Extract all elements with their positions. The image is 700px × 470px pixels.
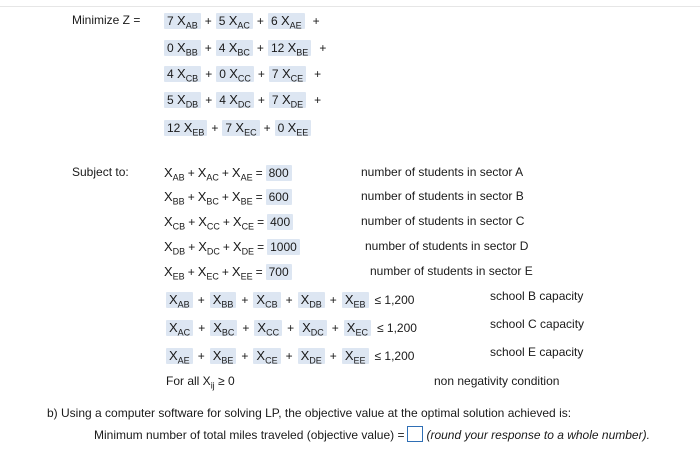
coefficient: 6	[270, 14, 281, 28]
variable-x: $X_{BB}$	[164, 189, 185, 207]
capacity-variable	[298, 348, 325, 364]
variable-subscript: CB	[185, 73, 199, 84]
variable-subscript: DC	[206, 246, 220, 257]
objective-coefficient-term	[216, 66, 254, 82]
part-b-prompt: Minimum number of total miles traveled (objective value) =	[94, 428, 405, 442]
objective-row	[164, 40, 326, 58]
capacity-variable	[166, 292, 193, 308]
nonneg-constraint	[166, 374, 235, 390]
equals-operator: =	[257, 240, 265, 254]
capacity-variable	[210, 292, 237, 308]
variable-x: $X_{EB}$	[344, 292, 366, 310]
plus-operator: +	[221, 166, 229, 180]
plus-operator: +	[287, 321, 295, 335]
equals-operator: =	[257, 215, 265, 229]
capacity-variable	[254, 320, 282, 336]
variable-subscript: EB	[192, 127, 205, 138]
capacity-variable	[253, 348, 280, 364]
coefficient: 7	[271, 67, 282, 81]
capacity-constraint-row	[166, 292, 414, 310]
variable-subscript: DB	[172, 246, 186, 257]
variable-x: $X_{AB}$	[169, 292, 190, 310]
coefficient: 12	[167, 121, 184, 135]
variable-subscript: EE	[296, 127, 309, 138]
variable-subscript: BE	[296, 47, 309, 58]
coefficient: 0	[219, 67, 230, 81]
capacity-variable	[210, 320, 237, 336]
plus-operator: +	[221, 265, 229, 279]
variable-subscript: AB	[177, 299, 190, 310]
variable-x: $X_{DB}$	[300, 292, 322, 310]
variable-subscript: EE	[353, 355, 366, 366]
leq-operator: ≤ 1,200	[374, 349, 415, 363]
variable-subscript: CC	[237, 73, 251, 84]
objective-row	[164, 13, 320, 31]
variable-subscript: AC	[177, 327, 191, 338]
variable-x: $X_{BC}$	[228, 40, 250, 58]
variable-subscript: DB	[185, 99, 199, 110]
nonneg-desc: non negativity condition	[434, 374, 560, 388]
plus-operator: +	[204, 41, 212, 55]
constraint-description: number of students in sector E	[370, 264, 533, 278]
variable-x: $X_{AC}$	[228, 13, 250, 31]
objective-coefficient-term	[269, 92, 306, 108]
part-b-hint: (round your response to a whole number).	[426, 428, 650, 442]
rhs-value: 1000	[267, 239, 300, 255]
variable-subscript: BC	[237, 47, 250, 58]
variable-subscript: BE	[221, 355, 234, 366]
variable-subscript: BB	[221, 299, 234, 310]
plus-operator: +	[197, 293, 205, 307]
variable-x: $X_{CB}$	[164, 214, 186, 232]
plus-operator: +	[222, 215, 230, 229]
plus-operator: +	[314, 67, 322, 81]
variable-subscript: EB	[172, 271, 185, 282]
variable-x: $X_{CE}$	[232, 214, 255, 232]
minimize-label: Minimize Z =	[72, 13, 141, 27]
plus-operator: +	[197, 349, 205, 363]
variable-subscript: EC	[206, 271, 219, 282]
plus-operator: +	[314, 93, 322, 107]
part-b-answer-line	[94, 426, 650, 442]
variable-subscript: AC	[206, 172, 219, 183]
plus-operator: +	[329, 349, 337, 363]
plus-operator: +	[205, 93, 213, 107]
plus-operator: +	[256, 41, 264, 55]
objective-coefficient-term	[222, 120, 259, 136]
rhs-value: 800	[266, 165, 292, 181]
plus-operator: +	[241, 349, 249, 363]
variable-x: $X_{EC}$	[197, 264, 219, 282]
coefficient: 7	[271, 93, 282, 107]
objective-coefficient-term	[269, 66, 306, 82]
variable-subscript: BB	[185, 47, 198, 58]
plus-operator: +	[329, 293, 337, 307]
plus-operator: +	[257, 67, 265, 81]
variable-x: $X_{AB}$	[177, 13, 198, 31]
variable-subscript: EC	[355, 327, 368, 338]
plus-operator: +	[241, 293, 249, 307]
variable-subscript: AE	[240, 172, 253, 183]
coefficient: 5	[218, 14, 229, 28]
variable-x: $X_{DE}$	[232, 239, 255, 257]
variable-x: $X_{EC}$	[235, 120, 257, 138]
objective-row	[164, 120, 311, 138]
variable-x: $X_{CE}$	[256, 348, 278, 366]
variable-subscript: AC	[237, 20, 250, 31]
variable-x: $X_{DC}$	[302, 320, 324, 338]
plus-operator: +	[319, 41, 327, 55]
variable-subscript: EB	[353, 299, 366, 310]
variable-subscript: AE	[289, 20, 302, 31]
variable-x: $X_{EE}$	[344, 348, 366, 366]
nonneg-suffix: ≥ 0	[218, 374, 235, 388]
variable-x: $X_{EB}$	[183, 120, 205, 138]
plus-operator: +	[187, 190, 195, 204]
variable-x: $X_{CC}$	[257, 320, 280, 338]
capacity-description: school E capacity	[490, 345, 584, 359]
capacity-variable	[299, 320, 327, 336]
plus-operator: +	[198, 321, 206, 335]
objective-coefficient-term	[216, 13, 253, 29]
variable-x: $X_{BC}$	[213, 320, 235, 338]
variable-subscript: AB	[185, 20, 198, 31]
variable-x: $X_{AB}$	[164, 165, 185, 183]
variable-subscript: CE	[290, 73, 304, 84]
variable-x: $X_{AC}$	[197, 165, 219, 183]
nonneg-sub: ij	[210, 380, 215, 391]
variable-x: $X_{AE}$	[169, 348, 190, 366]
variable-x: $X_{EE}$	[287, 120, 309, 138]
equals-operator: =	[255, 166, 263, 180]
variable-x: $X_{BE}$	[287, 40, 309, 58]
objective-coefficient-term	[164, 120, 207, 136]
capacity-variable	[344, 320, 371, 336]
objective-coefficient-term	[275, 120, 312, 136]
variable-subscript: EE	[240, 271, 253, 282]
objective-coefficient-term	[268, 13, 305, 29]
variable-x: $X_{EE}$	[231, 264, 253, 282]
coefficient: 4	[218, 41, 229, 55]
capacity-description: school C capacity	[490, 317, 585, 331]
variable-subscript: DE	[241, 246, 255, 257]
plus-operator: +	[188, 240, 196, 254]
variable-x: $X_{BB}$	[177, 40, 198, 58]
coefficient: 7	[225, 121, 236, 135]
plus-operator: +	[205, 67, 213, 81]
objective-coefficient-term	[216, 92, 254, 108]
capacity-constraint-row	[166, 348, 414, 366]
supply-constraint-row	[164, 239, 300, 257]
variable-subscript: DE	[309, 355, 322, 366]
variable-subscript: BB	[172, 196, 185, 207]
objective-coefficient-term	[164, 40, 201, 56]
rhs-value: 700	[266, 264, 292, 280]
variable-subscript: CB	[265, 299, 278, 310]
plus-operator: +	[256, 14, 264, 28]
plus-operator: +	[242, 321, 250, 335]
variable-x: $X_{AC}$	[169, 320, 191, 338]
variable-x: $X_{DC}$	[198, 239, 220, 257]
variable-x: $X_{DB}$	[177, 92, 199, 110]
variable-subscript: EC	[244, 127, 257, 138]
plus-operator: +	[285, 349, 293, 363]
coefficient: 7	[167, 14, 178, 28]
variable-subscript: DC	[237, 99, 251, 110]
objective-value-input[interactable]	[407, 426, 423, 442]
variable-x: $X_{BE}$	[212, 348, 234, 366]
coefficient: 4	[167, 67, 178, 81]
variable-x: $X_{CE}$	[281, 66, 304, 84]
variable-subscript: AB	[172, 172, 185, 183]
capacity-variable	[342, 348, 369, 364]
supply-constraint-row	[164, 189, 292, 207]
coefficient: 0	[167, 41, 178, 55]
plus-operator: +	[221, 190, 229, 204]
variable-subscript: CB	[172, 221, 186, 232]
constraint-description: number of students in sector C	[361, 214, 525, 228]
rhs-value: 400	[267, 214, 293, 230]
part-b-question: b) Using a computer software for solving LP, the objective value at the optimal solution achieved is:	[47, 406, 572, 420]
coefficient: 0	[277, 121, 288, 135]
variable-x: $X_{CB}$	[256, 292, 278, 310]
variable-subscript: CE	[265, 355, 278, 366]
variable-x: $X_{CB}$	[177, 66, 199, 84]
variable-subscript: BC	[221, 327, 235, 338]
constraint-description: number of students in sector A	[361, 165, 524, 179]
supply-constraint-row	[164, 165, 292, 183]
variable-subscript: DB	[309, 299, 322, 310]
variable-subscript: BC	[206, 196, 219, 207]
plus-operator: +	[263, 121, 271, 135]
objective-coefficient-term	[268, 40, 311, 56]
variable-x: $X_{DE}$	[281, 92, 304, 110]
plus-operator: +	[222, 240, 230, 254]
leq-operator: ≤ 1,200	[376, 321, 417, 335]
plus-operator: +	[211, 121, 219, 135]
plus-operator: +	[331, 321, 339, 335]
constraint-description: number of students in sector B	[361, 189, 524, 203]
variable-subscript: DC	[310, 327, 324, 338]
variable-subscript: CC	[206, 221, 220, 232]
variable-x: $X_{EB}$	[164, 264, 185, 282]
coefficient: 12	[270, 41, 288, 55]
variable-x: $X_{DE}$	[300, 348, 322, 366]
variable-x: $X_{BE}$	[231, 189, 253, 207]
capacity-variable	[210, 348, 237, 364]
objective-row	[164, 92, 321, 110]
nonneg-prefix: For all X	[166, 374, 211, 388]
capacity-variable	[166, 320, 193, 336]
plus-operator: +	[187, 265, 195, 279]
supply-constraint-row	[164, 214, 293, 232]
supply-constraint-row	[164, 264, 292, 282]
leq-operator: ≤ 1,200	[374, 293, 415, 307]
plus-operator: +	[187, 166, 195, 180]
capacity-variable	[253, 292, 280, 308]
plus-operator: +	[312, 14, 320, 28]
objective-coefficient-term	[216, 40, 253, 56]
variable-x: $X_{CC}$	[229, 66, 251, 84]
equals-operator: =	[255, 265, 263, 279]
variable-x: $X_{AE}$	[231, 165, 253, 183]
subject-to-label: Subject to:	[72, 165, 129, 179]
constraint-description: number of students in sector D	[365, 239, 529, 253]
plus-operator: +	[257, 93, 265, 107]
plus-operator: +	[285, 293, 293, 307]
capacity-constraint-row	[166, 320, 417, 338]
coefficient: 4	[219, 93, 230, 107]
coefficient: 5	[167, 93, 178, 107]
variable-x: $X_{CC}$	[198, 214, 220, 232]
objective-row	[164, 66, 321, 84]
variable-x: $X_{BC}$	[197, 189, 219, 207]
variable-x: $X_{DC}$	[229, 92, 251, 110]
capacity-description: school B capacity	[490, 289, 584, 303]
objective-coefficient-term	[164, 92, 201, 108]
capacity-variable	[342, 292, 369, 308]
objective-coefficient-term	[164, 13, 201, 29]
rhs-value: 600	[266, 189, 292, 205]
plus-operator: +	[188, 215, 196, 229]
capacity-variable	[166, 348, 193, 364]
plus-operator: +	[204, 14, 212, 28]
objective-coefficient-term	[164, 66, 201, 82]
variable-subscript: CE	[241, 221, 255, 232]
variable-subscript: BE	[240, 196, 253, 207]
variable-x: $X_{AE}$	[280, 13, 302, 31]
variable-subscript: AE	[177, 355, 190, 366]
equals-operator: =	[255, 190, 263, 204]
capacity-variable	[298, 292, 325, 308]
top-divider	[0, 6, 700, 7]
variable-x: $X_{BB}$	[212, 292, 234, 310]
variable-x: $X_{EC}$	[346, 320, 368, 338]
variable-subscript: CC	[266, 327, 280, 338]
variable-x: $X_{DB}$	[164, 239, 186, 257]
variable-subscript: DE	[290, 99, 304, 110]
